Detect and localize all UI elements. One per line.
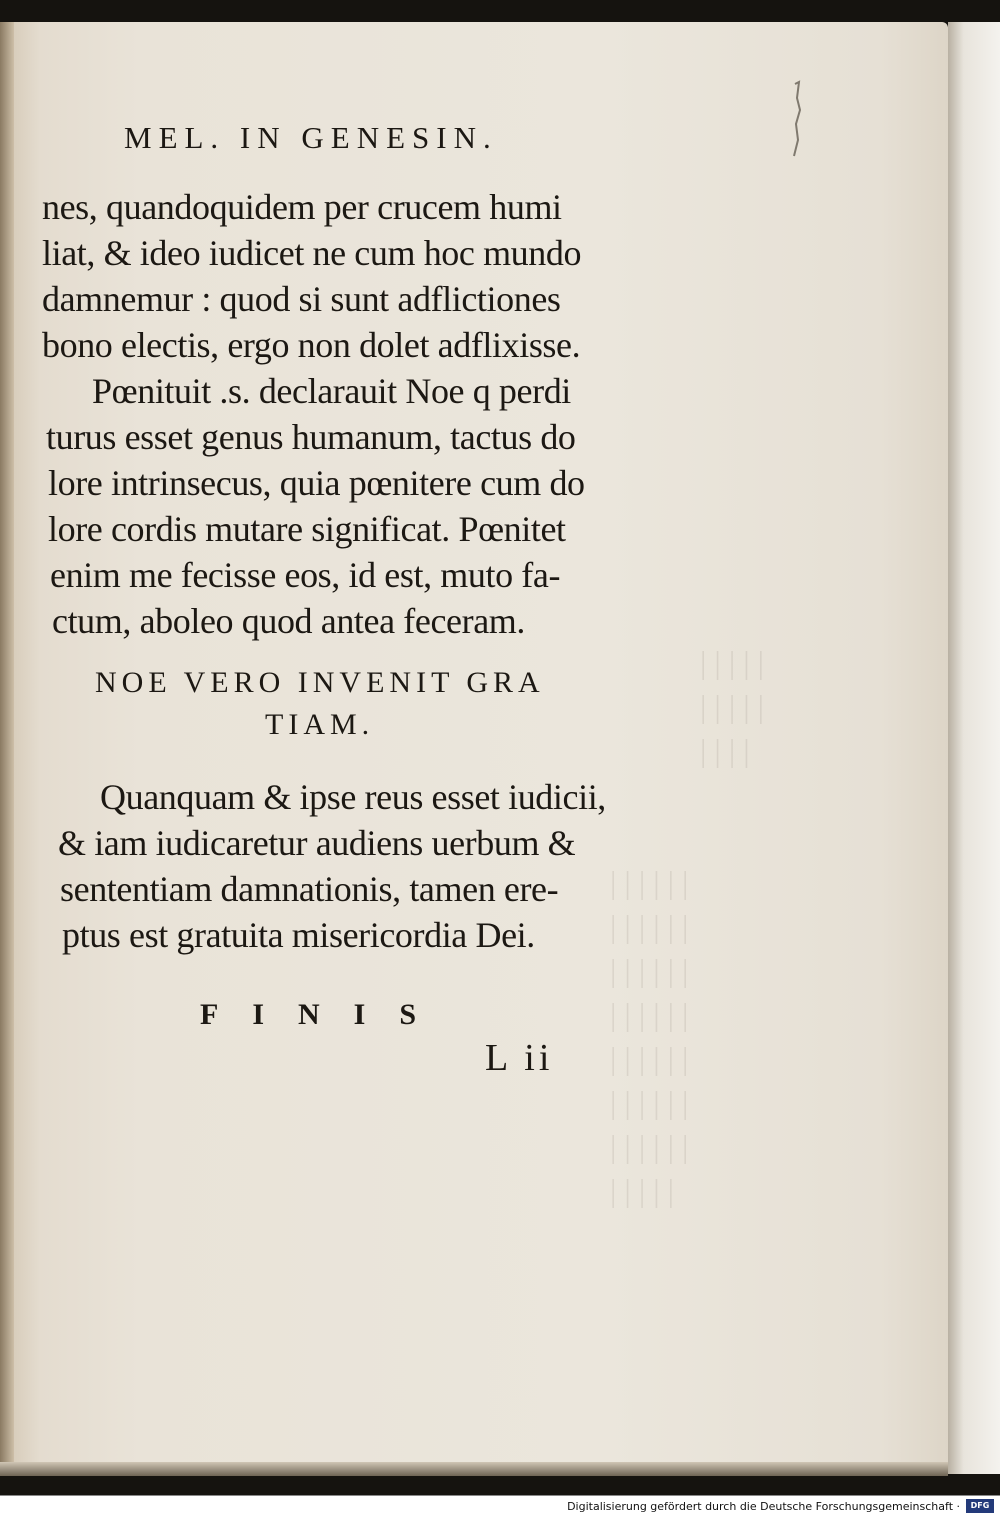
digitization-footer <box>0 1495 1000 1517</box>
section-heading: NOE VERO INVENIT GRA <box>95 666 545 699</box>
text-line: Quanquam & ipse reus esset iudicii, <box>100 777 606 817</box>
text-line: damnemur : quod si sunt adflictiones <box>42 279 561 319</box>
text-line: lore intrinsecus, quia pœnitere cum do <box>48 463 585 503</box>
ink-speck-mark <box>785 80 807 160</box>
dfg-logo: DFG <box>966 1499 994 1513</box>
text-line: turus esset genus humanum, tactus do <box>46 417 576 457</box>
signature-mark: L ii <box>485 1037 554 1079</box>
text-line: Pœnituit .s. declarauit Noe q perdi <box>92 371 571 411</box>
text-line: liat, & ideo iudicet ne cum hoc mundo <box>42 233 582 273</box>
text-line: ptus est gratuita misericordia Dei. <box>62 915 535 955</box>
text-line: sententiam damnationis, tamen ere- <box>60 869 559 909</box>
text-line: lore cordis mutare significat. Pœnitet <box>48 509 566 549</box>
page-bottom-edge <box>0 1462 948 1476</box>
footer-credit: Digitalisierung gefördert durch die Deutsche Forschungsgemeinschaft · <box>567 1500 960 1513</box>
finis-mark: FINIS <box>200 998 451 1031</box>
page-gutter <box>0 22 14 1474</box>
text-line: nes, quandoquidem per crucem humi <box>42 187 562 227</box>
text-line: bono electis, ergo non dolet adflixisse. <box>42 325 581 365</box>
text-line: & iam iudicaretur audiens uerbum & <box>58 823 576 863</box>
running-head: MEL. IN GENESIN. <box>124 120 498 155</box>
section-heading: TIAM. <box>265 708 375 741</box>
page-fore-edge <box>948 22 1000 1474</box>
text-line: ctum, aboleo quod antea feceram. <box>52 601 525 641</box>
text-line: enim me fecisse eos, id est, muto fa- <box>50 555 561 595</box>
